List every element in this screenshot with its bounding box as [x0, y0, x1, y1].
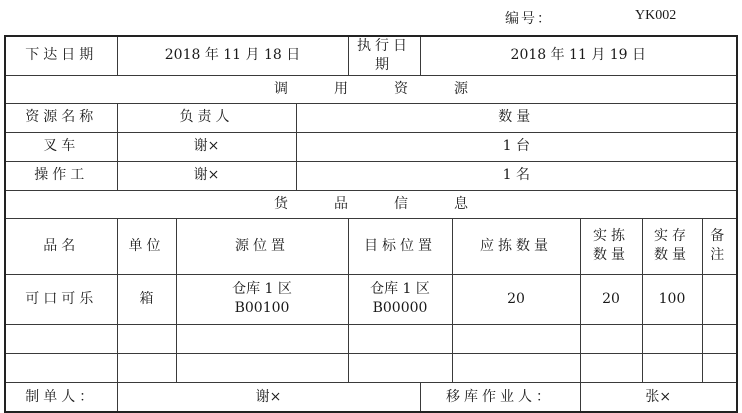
exec-date-label: 执行日期 [348, 36, 420, 75]
dates-row [5, 36, 737, 75]
unit-header: 单位 [117, 218, 176, 274]
product-cell [5, 324, 117, 353]
issue-date-value: 2018 年 11 月 18 日 [117, 36, 348, 75]
resource-owner: 谢× [117, 132, 296, 161]
maker-value: 谢× [117, 382, 420, 412]
resources-section-row [5, 75, 737, 103]
source-cell [176, 324, 348, 353]
product-cell: 可口可乐 [5, 274, 117, 324]
resource-qty-header: 数量 [296, 103, 737, 132]
resource-owner: 谢× [117, 161, 296, 190]
product-header: 品名 [5, 218, 117, 274]
picked-qty-header-line-2: 数量 [593, 247, 630, 264]
resource-name: 操作工 [5, 161, 117, 190]
stock-qty-cell [642, 353, 702, 382]
target-cell-line-1: 仓库 1 区 [370, 281, 430, 298]
stock-qty-header-line-1: 实存 [654, 228, 691, 245]
source-cell-line-2: B00100 [234, 300, 290, 317]
document-number [505, 8, 735, 28]
resource-name-header: 资源名称 [5, 103, 117, 132]
expected-qty-cell [452, 353, 580, 382]
footer-row [5, 382, 737, 412]
stock-qty-cell [642, 324, 702, 353]
product-cell [5, 353, 117, 382]
remark-cell [702, 274, 737, 324]
resources-section-title: 调用资源 [5, 75, 737, 103]
mover-value: 张× [580, 382, 737, 412]
document-number-value: YK002 [635, 8, 677, 23]
picked-qty-header-line-1: 实拣 [593, 228, 630, 245]
resources-header-row [5, 103, 737, 132]
mover-label: 移库作业人： [420, 382, 580, 412]
stock-qty-header [642, 218, 702, 274]
resource-qty: 1 台 [296, 132, 737, 161]
picked-qty-header [580, 218, 642, 274]
remark-header: 备注 [702, 218, 737, 274]
expected-qty-cell [452, 324, 580, 353]
source-cell [176, 274, 348, 324]
resource-owner-header: 负责人 [117, 103, 296, 132]
source-cell-line-1: 仓库 1 区 [232, 281, 292, 298]
resource-qty: 1 名 [296, 161, 737, 190]
goods-section-title: 货品信息 [5, 190, 737, 218]
resource-name: 叉车 [5, 132, 117, 161]
unit-cell [117, 324, 176, 353]
goods-row [5, 274, 737, 324]
unit-cell [117, 353, 176, 382]
target-cell [348, 324, 452, 353]
expected-qty-cell: 20 [452, 274, 580, 324]
goods-row [5, 353, 737, 382]
document-number-label: 编号： [505, 11, 553, 27]
remark-cell [702, 324, 737, 353]
transfer-order-form [4, 35, 738, 413]
target-header: 目标位置 [348, 218, 452, 274]
source-cell [176, 353, 348, 382]
resource-row [5, 161, 737, 190]
stock-qty-header-line-2: 数量 [654, 247, 691, 264]
remark-cell [702, 353, 737, 382]
exec-date-value: 2018 年 11 月 19 日 [420, 36, 737, 75]
picked-qty-cell: 20 [580, 274, 642, 324]
source-header: 源位置 [176, 218, 348, 274]
picked-qty-cell [580, 353, 642, 382]
stock-qty-cell: 100 [642, 274, 702, 324]
target-cell [348, 353, 452, 382]
maker-label: 制单人： [5, 382, 117, 412]
target-cell [348, 274, 452, 324]
goods-row [5, 324, 737, 353]
goods-section-row [5, 190, 737, 218]
resource-row [5, 132, 737, 161]
goods-header-row [5, 218, 737, 274]
target-cell-line-2: B00000 [372, 300, 428, 317]
issue-date-label: 下达日期 [5, 36, 117, 75]
expected-qty-header: 应拣数量 [452, 218, 580, 274]
picked-qty-cell [580, 324, 642, 353]
unit-cell: 箱 [117, 274, 176, 324]
